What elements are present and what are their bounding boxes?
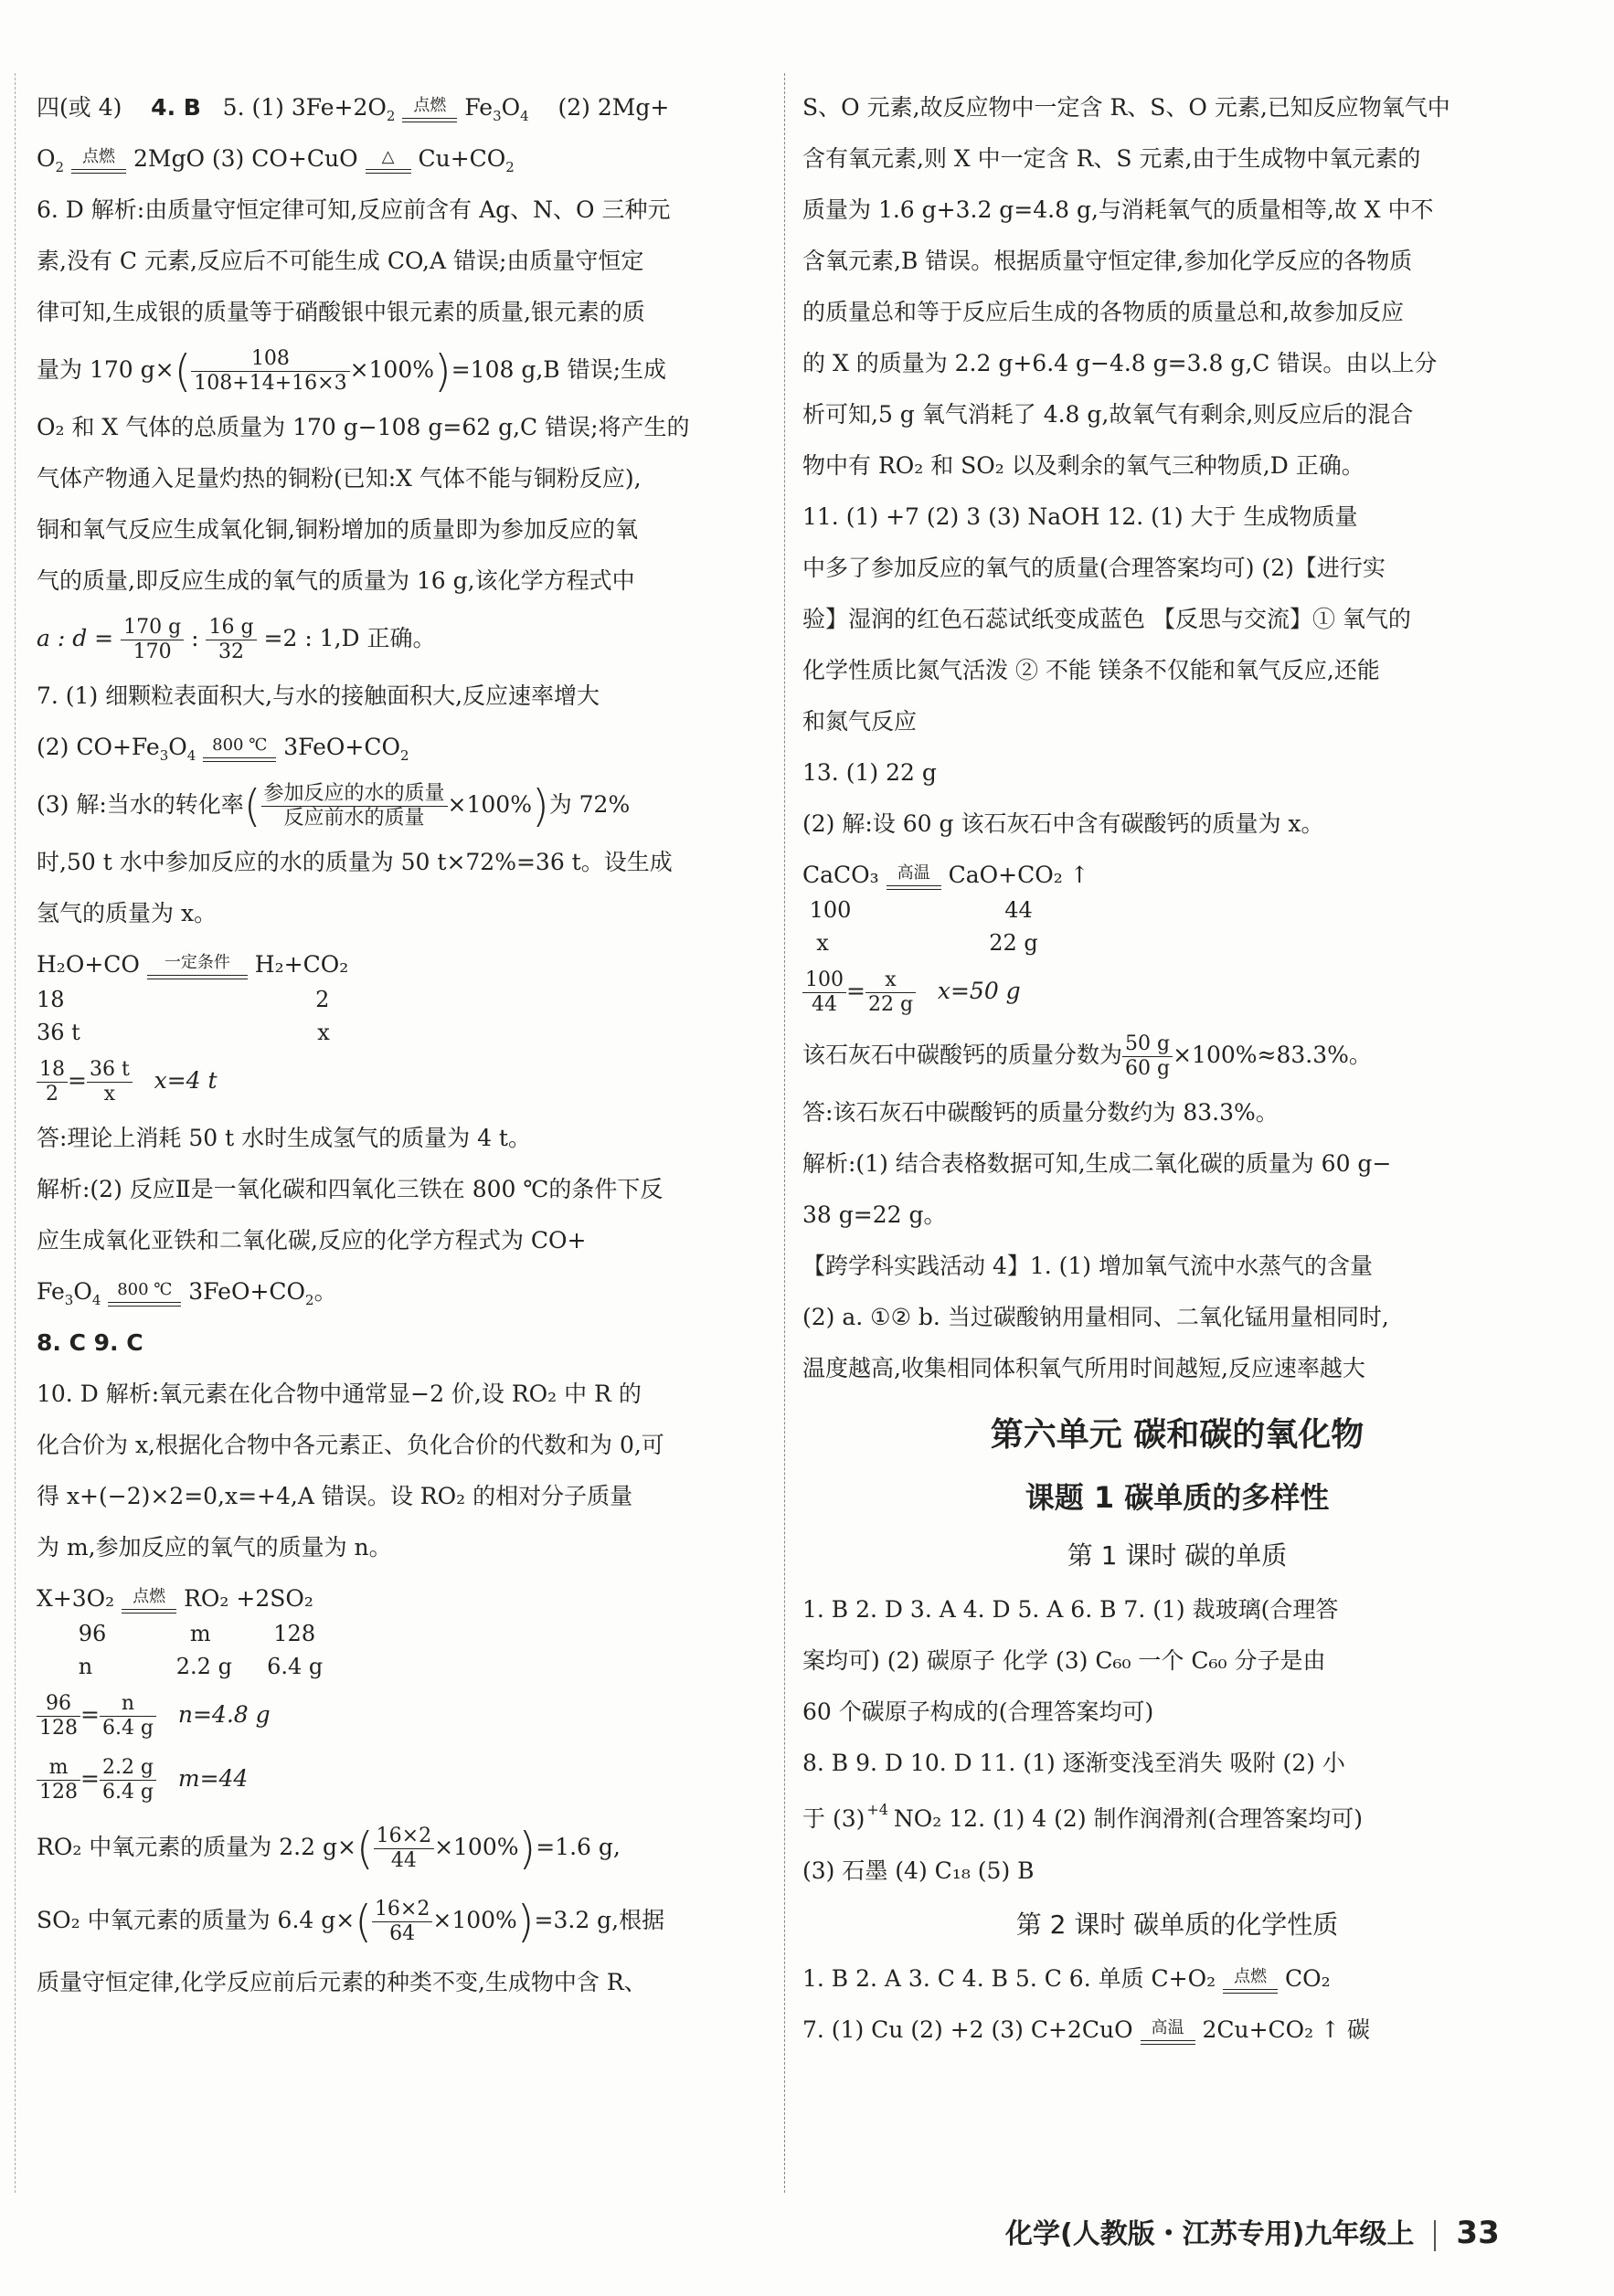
numerator: 50 g — [1122, 1032, 1173, 1057]
denominator: 44 — [812, 993, 837, 1016]
text-line: (2) a. ①② b. 当过碳酸钠用量相同、二氧化锰用量相同时, — [802, 1304, 1389, 1330]
numerator: 18 — [37, 1058, 68, 1083]
text: RO₂ +2SO₂ — [184, 1585, 313, 1612]
condition: △ — [381, 146, 395, 166]
denominator: 108+14+16×3 — [194, 372, 347, 395]
formula-line — [802, 1023, 1552, 1087]
text: Fe — [37, 1278, 65, 1305]
condition: 800 ℃ — [212, 735, 268, 755]
equation-arrow — [1223, 1968, 1278, 1994]
numerator: 108 — [191, 347, 349, 372]
fraction — [865, 968, 916, 1017]
text: 3FeO+CO — [188, 1278, 306, 1305]
text-line: 案均可) (2) 碳原子 化学 (3) C₆₀ 一个 C₆₀ 分子是由 — [802, 1647, 1326, 1674]
text-line: 解析:(2) 反应Ⅱ是一氧化碳和四氧化三铁在 800 ℃的条件下反 — [37, 1176, 664, 1202]
text-line: 和氮气反应 — [802, 708, 918, 735]
text: ×100% — [447, 791, 532, 818]
text-line: 化学性质比氮气活泼 ② 不能 镁条不仅能和氧气反应,还能 — [802, 657, 1380, 683]
numerator: m — [37, 1756, 80, 1781]
text: m=44 — [177, 1765, 249, 1792]
fraction — [1122, 1032, 1173, 1081]
fraction — [374, 1825, 434, 1873]
numerator: 16 g — [206, 616, 256, 640]
text-line: 答:该石灰石中碳酸钙的质量分数约为 83.3%。 — [802, 1099, 1279, 1126]
text: ×100% — [434, 1834, 519, 1860]
text: 5. (1) 3Fe+2O — [222, 94, 387, 121]
text-line: 气的质量,即反应生成的氧气的质量为 16 g,该化学方程式中 — [37, 567, 635, 594]
equation-arrow — [147, 954, 248, 979]
formula-line: $\frac{18}{2}$ = $\frac{36 t}{x}$ x=4 t — [37, 1049, 768, 1113]
text-line: 的 X 的质量为 2.2 g+6.4 g−4.8 g=3.8 g,C 错误。由以上分 — [802, 350, 1438, 376]
text-line: 中多了参加反应的氧气的质量(合理答案均可) (2)【进行实 — [802, 555, 1386, 581]
condition: 点燃 — [82, 146, 115, 166]
text: (3) 解:当水的转化率 — [37, 791, 244, 818]
text: 于 (3) — [802, 1805, 865, 1832]
lesson-title: 第 1 课时 碳的单质 — [1067, 1540, 1288, 1571]
denominator: x — [103, 1083, 116, 1106]
text-line: 析可知,5 g 氧气消耗了 4.8 g,故氧气有剩余,则反应后的混合 — [802, 401, 1414, 428]
denominator: 反应前水的质量 — [283, 807, 425, 830]
denominator: 60 g — [1125, 1057, 1171, 1080]
text: ×100%≈83.3%。 — [1173, 1042, 1372, 1068]
text: Cu+CO — [418, 145, 506, 172]
denominator: 22 g — [867, 993, 914, 1016]
denominator: 6.4 g — [101, 1717, 154, 1740]
text: =108 g,B 错误;生成 — [451, 356, 667, 383]
formula-line: $Fe_3O_4$ 800 ℃ $3FeO+CO_2$。 — [37, 1278, 337, 1308]
text: 1. B 2. A 3. C 4. B 5. C 6. 单质 C+O₂ — [802, 1965, 1216, 1992]
formula-line: $\frac{100}{44}$ = $\frac{x}{22 g}$ x=50 g — [802, 959, 1552, 1023]
text: =1.6 g, — [536, 1834, 621, 1860]
fraction — [37, 1756, 80, 1804]
condition: 800 ℃ — [117, 1279, 173, 1299]
text-line: S、O 元素,故反应物中一定含 R、S、O 元素,已知反应物氧气中 — [802, 94, 1450, 121]
text-line: 质量为 1.6 g+3.2 g=4.8 g,与消耗氧气的质量相等,故 X 中不 — [802, 196, 1434, 223]
text: H₂+CO₂ — [254, 951, 349, 978]
equation-arrow — [108, 1281, 181, 1307]
numerator: x — [865, 968, 916, 993]
text-line: 化合价为 x,根据化合物中各元素正、负化合价的代数和为 0,可 — [37, 1432, 664, 1458]
denominator: 170 — [133, 640, 172, 663]
page-footer — [1005, 2211, 1572, 2257]
equation-arrow — [402, 97, 457, 122]
denominator: 2 — [46, 1083, 58, 1106]
denominator: 64 — [389, 1922, 416, 1945]
right-column — [802, 82, 1552, 2056]
formula-line — [802, 1953, 1552, 2005]
text: 2Cu+CO₂ ↑ 碳 — [1202, 2016, 1371, 2043]
denominator: 44 — [390, 1849, 417, 1872]
text: SO₂ 中氧元素的质量为 6.4 g× — [37, 1907, 356, 1933]
text: O — [37, 145, 56, 172]
text-line: 11. (1) +7 (2) 3 (3) NaOH 12. (1) 大于 生成物质量 — [802, 503, 1358, 530]
calc-values: 18 2 36 t x — [37, 987, 330, 1045]
text: 3FeO+CO — [283, 734, 400, 760]
condition: 高温 — [897, 862, 930, 883]
fraction — [372, 1898, 432, 1946]
text-line — [802, 1789, 1552, 1846]
condition: 点燃 — [133, 1586, 166, 1606]
text-line: 含氧元素,B 错误。根据质量守恒定律,参加化学反应的各物质 — [802, 248, 1413, 274]
numerator: 96 — [37, 1692, 80, 1717]
text: (2) CO+Fe — [37, 734, 160, 760]
fraction — [87, 1058, 133, 1106]
text: 量为 170 g× — [37, 356, 175, 383]
text-line: 时,50 t 水中参加反应的水的质量为 50 t×72%=36 t。设生成 — [37, 849, 673, 875]
text: 为 72% — [548, 791, 631, 818]
calc-values: 100 44 x 22 g — [809, 897, 1038, 956]
equation-arrow — [366, 148, 411, 174]
condition: 点燃 — [1234, 1966, 1268, 1986]
fraction — [37, 1058, 68, 1106]
text-line: 氢气的质量为 x。 — [37, 900, 218, 926]
text: CaCO₃ — [802, 862, 879, 888]
formula-line: (2) $CO+Fe_3O_4$ 800 ℃ $3FeO+CO_2$ — [37, 734, 409, 764]
text-line: 13. (1) 22 g — [802, 759, 937, 786]
text-line: 8. B 9. D 10. D 11. (1) 逐渐变浅至消失 吸附 (2) 小 — [802, 1750, 1345, 1776]
page-number: 33 — [1456, 2215, 1500, 2251]
fraction — [802, 968, 846, 1017]
text: (2) 2Mg+ — [557, 94, 670, 121]
text: ×100% — [432, 1907, 517, 1933]
equation-arrow — [1141, 2019, 1195, 2045]
formula-line: (3) 解:当水的转化率( $\frac{\text{参加反应的水的质量}}{\text{反应前水的质量}}$ ×100%)为 72% — [37, 780, 631, 832]
text-line: 答:理论上消耗 50 t 水时生成氢气的质量为 4 t。 — [37, 1125, 531, 1151]
column-divider — [784, 73, 785, 2193]
fraction — [100, 1756, 156, 1804]
denominator: 128 — [39, 1717, 78, 1740]
numerator: 36 t — [87, 1058, 133, 1083]
text: n=4.8 g — [177, 1701, 271, 1728]
text: 该石灰石中碳酸钙的质量分数为 — [802, 1042, 1123, 1068]
text-line: 律可知,生成银的质量等于硝酸银中银元素的质量,银元素的质 — [37, 299, 645, 325]
text: Fe — [464, 94, 494, 121]
text-line: 60 个碳原子构成的(合理答案均可) — [802, 1698, 1154, 1725]
text-line: 得 x+(−2)×2=0,x=+4,A 错误。设 RO₂ 的相对分子质量 — [37, 1483, 633, 1509]
oxidation-state: +4 — [866, 1801, 888, 1818]
text: NO₂ 12. (1) 4 (2) 制作润滑剂(合理答案均可) — [893, 1805, 1364, 1832]
fraction — [121, 616, 184, 664]
denominator: 6.4 g — [101, 1781, 154, 1804]
text-line: 的质量总和等于反应后生成的各物质的质量总和,故参加反应 — [802, 299, 1404, 325]
equation-arrow — [122, 1588, 176, 1614]
numerator: n — [100, 1692, 156, 1717]
formula-line: RO₂ 中氧元素的质量为 2.2 g×( $\frac{16\times 2}{44}$ ×100%)=1.6 g, — [37, 1823, 621, 1875]
text-line: (2) 解:设 60 g 该石灰石中含有碳酸钙的质量为 x。 — [802, 810, 1324, 837]
text: x=4 t — [154, 1067, 218, 1094]
equation-arrow — [71, 148, 126, 174]
condition: 高温 — [1151, 2017, 1184, 2037]
text: 7. (1) Cu (2) +2 (3) C+2CuO — [802, 2016, 1133, 2043]
text: ×100% — [349, 356, 434, 383]
fraction — [37, 1692, 80, 1741]
calc-values: 96 m 128 n 2.2 g 6.4 g — [78, 1621, 324, 1679]
condition: 点燃 — [413, 95, 447, 115]
text-line: 【跨学科实践活动 4】1. (1) 增加氧气流中水蒸气的含量 — [802, 1253, 1374, 1279]
formula-line — [802, 2005, 1552, 2056]
text: O — [501, 94, 521, 121]
fraction — [100, 1692, 156, 1741]
text: a : d = — [37, 625, 114, 651]
condition: 一定条件 — [164, 952, 230, 972]
text-line: (3) 石墨 (4) C₁₈ (5) B — [802, 1857, 1035, 1884]
text-line: 1. B 2. D 3. A 4. D 5. A 6. B 7. (1) 裁玻璃(合理答 — [802, 1596, 1339, 1623]
numerator: 16×2 — [372, 1898, 432, 1922]
text-line: 8. C 9. C — [37, 1329, 143, 1356]
unit-title: 第六单元 碳和碳的氧化物 — [990, 1416, 1364, 1454]
formula-line: a : d = $\frac{170 g}{170}$ : $\frac{16 g}{32}$ =2 : 1,D 正确。 — [37, 616, 436, 663]
numerator: 100 — [802, 968, 846, 993]
fraction — [206, 616, 256, 664]
answer-line: 四(或 4) 4. B 5. (1) $3Fe+2O_2$ 点燃 $Fe_3O_4$ (2) 2Mg+ — [37, 94, 670, 124]
text: CO₂ — [1285, 1965, 1331, 1992]
text-line: 素,没有 C 元素,反应后不可能生成 CO,A 错误;由质量守恒定 — [37, 248, 644, 274]
text-line: 应生成氧化亚铁和二氧化碳,反应的化学方程式为 CO+ — [37, 1227, 587, 1254]
fraction — [261, 782, 448, 831]
denominator: 128 — [39, 1781, 78, 1804]
lesson-title: 第 2 课时 碳单质的化学性质 — [1015, 1910, 1339, 1940]
text: H₂O+CO — [37, 951, 140, 978]
text: RO₂ 中氧元素的质量为 2.2 g× — [37, 1834, 356, 1860]
left-column — [37, 82, 768, 2008]
numerator: 16×2 — [374, 1825, 434, 1849]
footer-divider — [1434, 2220, 1436, 2251]
formula-line: SO₂ 中氧元素的质量为 6.4 g×( $\frac{16\times 2}{64}$ ×100%)=3.2 g,根据 — [37, 1896, 665, 1948]
equation-arrow — [887, 864, 941, 890]
answer-line: $O_2$ 点燃 2MgO (3) CO+CuO △ $Cu+CO_2$ — [37, 145, 515, 175]
left-margin-line — [15, 73, 16, 2193]
numerator: 170 g — [121, 616, 184, 640]
numerator: 2.2 g — [100, 1756, 156, 1781]
text: CaO+CO₂ ↑ — [948, 862, 1089, 888]
formula-line: $\frac{96}{128}$ = $\frac{n}{6.4 g}$ n=4.8 g — [37, 1683, 768, 1747]
topic-title: 课题 1 碳单质的多样性 — [1025, 1480, 1330, 1515]
text-line: 10. D 解析:氧元素在化合物中通常显−2 价,设 RO₂ 中 R 的 — [37, 1381, 642, 1407]
text-line: O₂ 和 X 气体的总质量为 170 g−108 g=62 g,C 错误;将产生的 — [37, 414, 690, 440]
text-line: 6. D 解析:由质量守恒定律可知,反应前含有 Ag、N、O 三种元 — [37, 196, 671, 223]
text-line: 为 m,参加反应的氧气的质量为 n。 — [37, 1534, 392, 1561]
text-line: 质量守恒定律,化学反应前后元素的种类不变,生成物中含 R、 — [37, 1969, 647, 1995]
text-line: 7. (1) 细颗粒表面积大,与水的接触面积大,反应速率增大 — [37, 682, 600, 709]
text: =2 : 1,D 正确。 — [263, 625, 436, 651]
text-line: 38 g=22 g。 — [802, 1201, 947, 1228]
text: X+3O₂ — [37, 1585, 115, 1612]
text-line: 含有氧元素,则 X 中一定含 R、S 元素,由于生成物中氧元素的 — [802, 145, 1421, 172]
text: 4. B — [151, 94, 201, 121]
text-line: 物中有 RO₂ 和 SO₂ 以及剩余的氧气三种物质,D 正确。 — [802, 452, 1364, 479]
text: 2MgO (3) CO+CuO — [133, 145, 358, 172]
text-line: 气体产物通入足量灼热的铜粉(已知:X 气体不能与铜粉反应), — [37, 465, 642, 492]
formula-line: $\frac{m}{128}$ = $\frac{2.2 g}{6.4 g}$ m=44 — [37, 1747, 768, 1811]
subject-label: 化学(人教版・江苏专用)九年级上 — [1005, 2218, 1415, 2250]
text-line: 温度越高,收集相同体积氧气所用时间越短,反应速率越大 — [802, 1355, 1365, 1381]
text-line: 铜和氧气反应生成氧化铜,铜粉增加的质量即为参加反应的氧 — [37, 516, 638, 543]
equation-arrow — [203, 736, 276, 762]
text-line: 验】湿润的红色石蕊试纸变成蓝色 【反思与交流】① 氧气的 — [802, 606, 1411, 632]
denominator: 32 — [218, 640, 245, 663]
text: x=50 g — [937, 978, 1021, 1004]
fraction — [191, 347, 349, 396]
text: 四(或 4) — [37, 94, 122, 121]
formula-line: 量为 170 g×( $\frac{108}{108+14+16\times 3}$ ×100%)=108 g,B 错误;生成 — [37, 345, 667, 397]
text: =3.2 g,根据 — [534, 1907, 665, 1933]
text-line: 解析:(1) 结合表格数据可知,生成二氧化碳的质量为 60 g− — [802, 1150, 1392, 1177]
numerator: 参加反应的水的质量 — [261, 782, 448, 807]
